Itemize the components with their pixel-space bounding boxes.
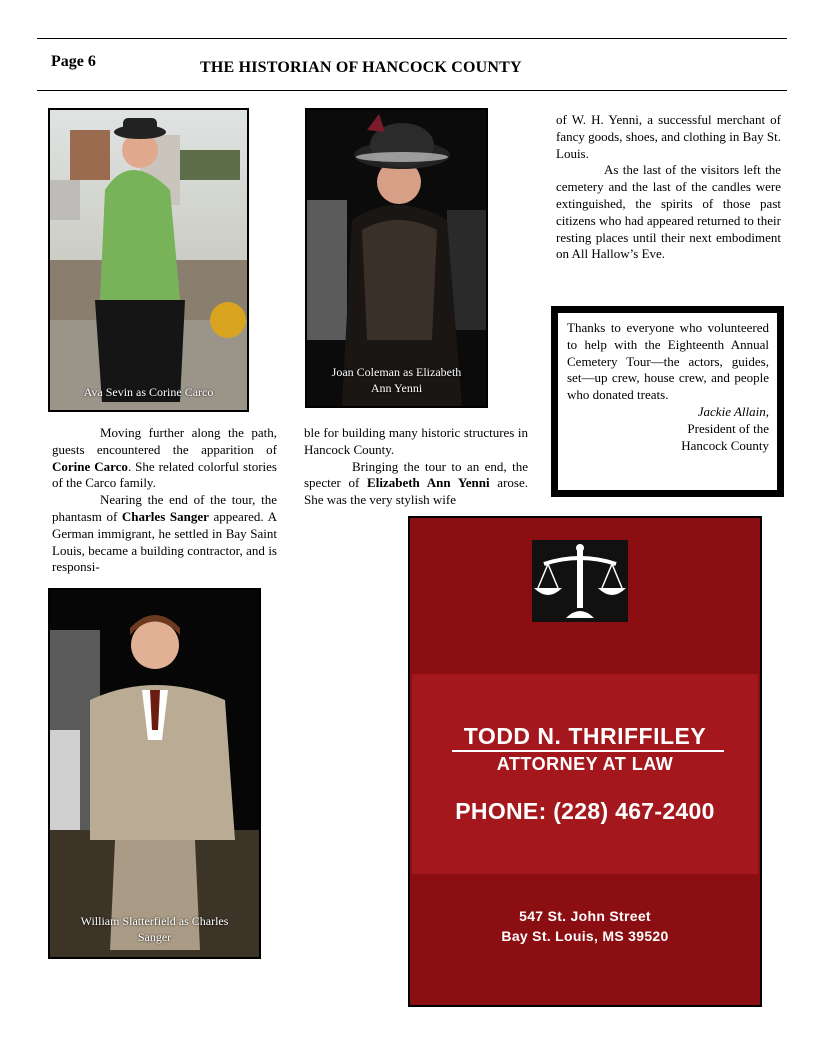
article-text: Nearing the end of the tour, the phantasm of bbox=[52, 492, 277, 524]
photo-charles-sanger-image bbox=[50, 590, 259, 957]
photo-elizabeth-yenni-image bbox=[307, 110, 486, 406]
attorney-advertisement bbox=[408, 516, 762, 1007]
masthead-title: THE HISTORIAN OF HANCOCK COUNTY bbox=[200, 59, 522, 76]
signature-title-line1: President of the bbox=[687, 420, 769, 436]
article-text: Moving further along the path, guests encountered the apparition of bbox=[52, 425, 277, 457]
photo-corine-carco-caption: Ava Sevin as Corine Carco bbox=[83, 385, 214, 399]
photo-charles-sanger bbox=[48, 588, 261, 959]
attorney-address-line2: Bay St. Louis, MS 39520 bbox=[501, 928, 669, 944]
photo-corine-carco bbox=[48, 108, 249, 412]
attorney-address-line1: 547 St. John Street bbox=[519, 908, 651, 924]
attorney-name-underline bbox=[452, 750, 724, 752]
article-col3-paragraph-2: As the last of the visitors left the cemetery and the last of the candles were extinguished, the spirits of those past citizens who had appeared returned to their resting places until their next embodiment on All Hallow’s Eve. bbox=[556, 162, 781, 262]
attorney-phone: PHONE: (228) 467-2400 bbox=[455, 798, 715, 824]
photo-elizabeth-yenni-caption-line2: Ann Yenni bbox=[370, 381, 423, 395]
header-top-rule bbox=[37, 38, 787, 39]
thanks-box bbox=[551, 306, 784, 497]
attorney-name: TODD N. THRIFFILEY bbox=[463, 723, 707, 749]
signature-name: Jackie Allain, bbox=[697, 403, 769, 419]
article-col3-paragraph-1: of W. H. Yenni, a successful merchant of fancy goods, shoes, and clothing in Bay St. Louis. bbox=[556, 112, 781, 161]
photo-corine-carco-image bbox=[50, 110, 247, 410]
character-name-charles: Charles Sanger bbox=[121, 508, 209, 524]
photo-elizabeth-yenni-caption-line1: Joan Coleman as Elizabeth bbox=[331, 365, 462, 379]
article-text: . She related colorful stories of the Carco family. bbox=[52, 458, 277, 491]
thanks-signature bbox=[567, 404, 769, 421]
character-name-corine: Corine Carco bbox=[52, 458, 128, 474]
article-column-1 bbox=[52, 425, 277, 576]
scales-of-justice-icon bbox=[532, 540, 628, 622]
thanks-body: Thanks to everyone who volunteered to help with the Eighteenth Annual Cemetery Tour—the actors, guides, set—up crew, house crew, and people who donated treats. bbox=[567, 320, 769, 403]
photo-charles-sanger-caption-line2: Sanger bbox=[137, 930, 172, 944]
header-bottom-rule bbox=[37, 90, 787, 91]
photo-elizabeth-yenni-caption bbox=[307, 364, 486, 396]
article-text: arose. She was the very stylish wife bbox=[304, 475, 528, 508]
article-col2-paragraph-2 bbox=[304, 459, 528, 509]
article-col1-paragraph-2 bbox=[52, 492, 277, 576]
article-text: Bringing the tour to an end, the specter of bbox=[304, 458, 528, 491]
article-col2-paragraph-1: ble for building many historic structures in Hancock County. bbox=[304, 425, 528, 457]
article-column-2 bbox=[304, 425, 528, 509]
article-text: appeared. A German immigrant, he settled in Bay Saint Louis, became a building contractor, and is responsi- bbox=[52, 508, 277, 575]
signature-title-line2: Hancock County bbox=[681, 437, 769, 453]
article-col1-paragraph-1 bbox=[52, 425, 277, 492]
photo-elizabeth-yenni bbox=[305, 108, 488, 408]
page-number: Page 6 bbox=[51, 53, 96, 70]
character-name-elizabeth: Elizabeth Ann Yenni bbox=[367, 475, 490, 491]
attorney-title: ATTORNEY AT LAW bbox=[496, 754, 674, 774]
photo-charles-sanger-caption bbox=[50, 913, 259, 945]
article-column-3 bbox=[556, 112, 781, 263]
photo-charles-sanger-caption-line1: William Slatterfield as Charles bbox=[80, 914, 229, 928]
